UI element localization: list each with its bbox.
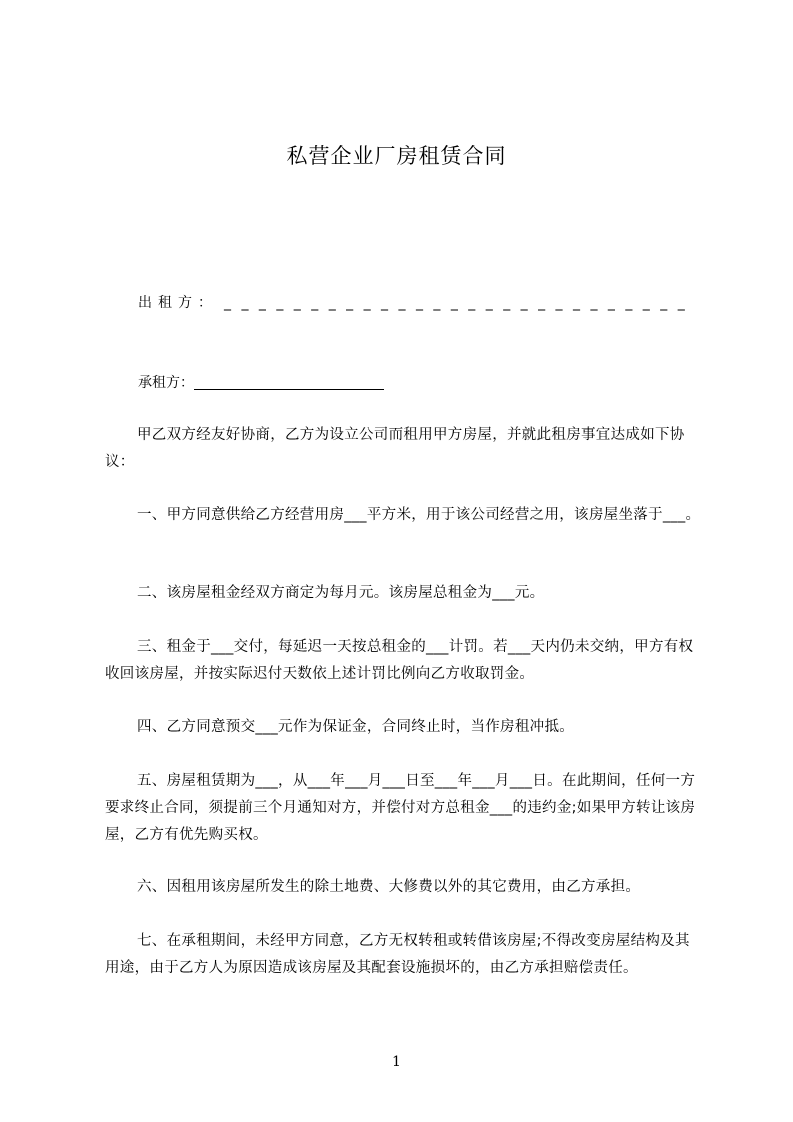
page-number: 1 — [392, 1054, 401, 1070]
clause-3: 三、租金于___交付，每延迟一天按总租金的___计罚。若___天内仍未交纳，甲方有权收回该房屋，并按实际迟付天数依上述计罚比例向乙方收取罚金。 — [105, 639, 694, 682]
clause-4: 四、乙方同意预交___元作为保证金，合同终止时，当作房租冲抵。 — [137, 719, 575, 735]
lessor-line — [138, 292, 688, 312]
clause-6: 六、因租用该房屋所发生的除土地费、大修费以外的其它费用，由乙方承担。 — [137, 879, 641, 895]
lessee-label: 承租方： — [138, 375, 194, 391]
clause-2: 二、该房屋租金经双方商定为每月元。该房屋总租金为___元。 — [137, 585, 545, 601]
lessee-line — [138, 372, 384, 392]
clause-1: 一、甲方同意供给乙方经营用房___平方米，用于该公司经营之用，该房屋坐落于___。 — [137, 507, 701, 523]
intro-paragraph: 甲乙双方经友好协商，乙方为设立公司而租用甲方房屋，并就此租房事宜达成如下协议： — [105, 427, 685, 470]
clause-5: 五、房屋租赁期为___，从___年___月___日至___年___月___日。在此期间，任何一方要求终止合同，须提前三个月通知对方，并偿付对方总租金___的违约金;如果甲方转让该房屋，乙方有优先购买权。 — [105, 773, 696, 843]
lessee-blank — [194, 375, 384, 390]
lessor-label: 出租方： — [138, 295, 218, 311]
lessor-blank: _ _ _ _ _ _ _ _ _ _ _ _ _ _ _ _ _ _ _ _ _ _ _ _ _ _ _ — [224, 295, 688, 311]
document-title: 私营企业厂房租赁合同 — [286, 144, 507, 168]
clause-7: 七、在承租期间，未经甲方同意，乙方无权转租或转借该房屋;不得改变房屋结构及其用途，由于乙方人为原因造成该房屋及其配套设施损坏的，由乙方承担赔偿责任。 — [105, 933, 690, 976]
